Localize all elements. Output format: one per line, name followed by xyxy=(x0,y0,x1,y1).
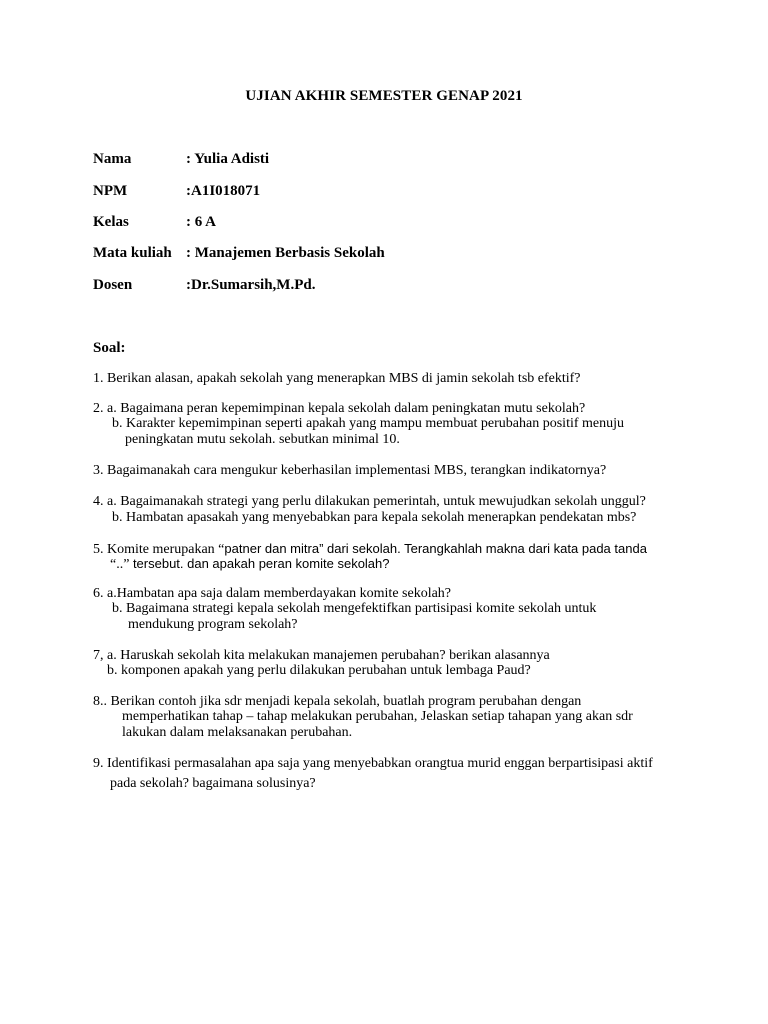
question-6a: 6. a.Hambatan apa saja dalam memberdayakan komite sekolah? xyxy=(93,586,452,601)
question-5-continued xyxy=(110,556,390,573)
info-row-kelas xyxy=(93,214,216,231)
question-8-continued-1: memperhatikan tahap – tahap melakukan perubahan, Jelaskan setiap tahapan yang akan sdr xyxy=(122,709,633,724)
info-label: Kelas xyxy=(93,214,129,230)
question-4a: 4. a. Bagaimanakah strategi yang perlu dilakukan pemerintah, untuk mewujudkan sekolah unggul? xyxy=(93,494,646,509)
question-6b-continued: mendukung program sekolah? xyxy=(128,617,298,632)
info-row-nama xyxy=(93,151,269,168)
question-2b: b. Karakter kepemimpinan seperti apakah yang mampu membuat perubahan positif menuju xyxy=(112,416,625,431)
question-3: 3. Bagaimanakah cara mengukur keberhasilan implementasi MBS, terangkan indikatornya? xyxy=(93,463,607,478)
info-row-npm xyxy=(93,183,260,200)
info-row-dosen xyxy=(93,277,315,294)
info-label: Mata kuliah xyxy=(93,245,172,261)
question-1: 1. Berikan alasan, apakah sekolah yang menerapkan MBS di jamin sekolah tsb efektif? xyxy=(93,371,581,386)
question-6b: b. Bagaimana strategi kepala sekolah mengefektifkan partisipasi komite sekolah untuk xyxy=(112,601,597,616)
info-value: :A1I018071 xyxy=(186,183,261,199)
question-5-text: patner dan mitra” dari sekolah. Terangkahlah makna dari kata pada tanda xyxy=(224,541,647,556)
question-9: 9. Identifikasi permasalahan apa saja yang menyebabkan orangtua murid enggan berpartisipasi aktif xyxy=(93,756,653,771)
question-5-quote: “..” xyxy=(110,557,133,572)
info-label: Nama xyxy=(93,151,132,167)
question-2b-continued: peningkatan mutu sekolah. sebutkan minimal 10. xyxy=(125,432,400,447)
info-label: NPM xyxy=(93,183,128,199)
info-label: Dosen xyxy=(93,277,133,293)
soal-heading: Soal: xyxy=(93,340,126,356)
question-7b: b. komponen apakah yang perlu dilakukan perubahan untuk lembaga Paud? xyxy=(107,663,531,678)
question-4b: b. Hambatan apasakah yang menyebabkan para kepala sekolah menerapkan pendekatan mbs? xyxy=(112,510,637,525)
info-value: :Dr.Sumarsih,M.Pd. xyxy=(186,277,316,293)
info-value: : 6 A xyxy=(186,214,216,230)
page-title: UJIAN AKHIR SEMESTER GENAP 2021 xyxy=(245,88,523,104)
info-value: : Yulia Adisti xyxy=(186,151,270,167)
question-8: 8.. Berikan contoh jika sdr menjadi kepala sekolah, buatlah program perubahan dengan xyxy=(93,694,582,709)
info-value: : Manajemen Berbasis Sekolah xyxy=(186,245,385,261)
question-5-text-continued: tersebut. dan apakah peran komite sekolah? xyxy=(132,556,390,571)
question-2a: 2. a. Bagaimana peran kepemimpinan kepala sekolah dalam peningkatan mutu sekolah? xyxy=(93,401,586,416)
question-8-continued-2: lakukan dalam melaksanakan perubahan. xyxy=(122,725,353,740)
info-row-mata-kuliah xyxy=(93,245,385,262)
question-7a: 7, a. Haruskah sekolah kita melakukan manajemen perubahan? berikan alasannya xyxy=(93,648,550,663)
question-9-continued: pada sekolah? bagaimana solusinya? xyxy=(110,776,316,791)
question-5-number: 5. Komite merupakan “ xyxy=(93,542,225,557)
